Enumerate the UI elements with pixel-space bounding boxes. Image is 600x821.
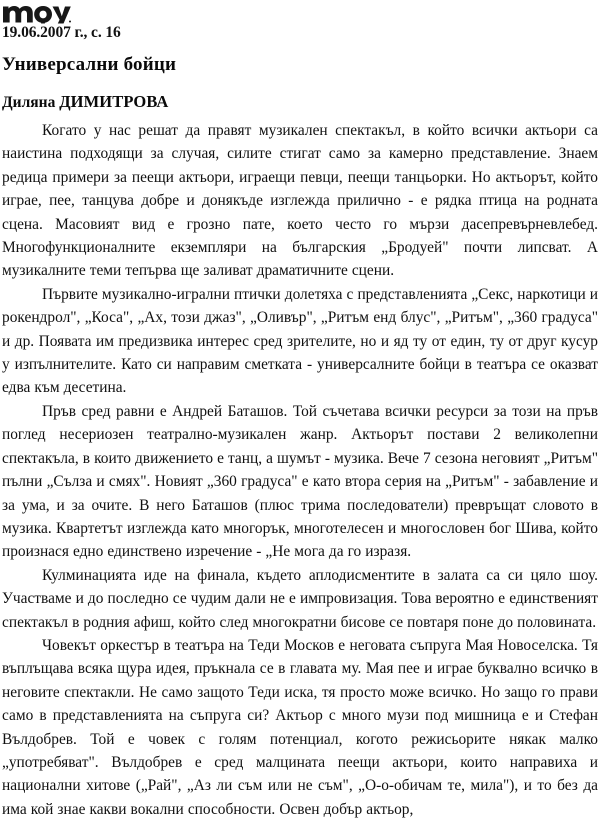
page-title: Универсални бойци <box>2 54 177 75</box>
article-body <box>2 119 598 821</box>
byline <box>2 92 598 113</box>
masthead <box>0 0 600 50</box>
article-content <box>2 52 598 821</box>
paragraph: Кулминацията иде на финала, където аплодисментите в залата са си цяло шоу. Участваме и до последно се чудим дали не е импровизация. Това вероятно е единственият спектакъл в родния афиш, който след многократни бисове се повтаря поне до половината. <box>2 566 598 631</box>
paragraph: Първите музикално-игрални птички долетяха с представленията „Секс, наркотици и рокендрол", „Коса", „Ах, този джаз", „Оливър", „Ритъм енд блус", „Ритъм", „360 градуса" и др. Появата им предизвика интерес сред зрителите, но и яд ту от един, ту от друг кусур у изпълнителите. Като си направим сметката - универсалните бойци в театъра се оказват едва към десетина. <box>2 285 598 397</box>
paragraph: Човекът оркестър в театъра на Теди Москов е неговата съпруга Мая Новоселска. Тя въплъщава всяка щура идея, пръкнала се в главата му. Мая пее и играе буквално всичко в неговите спектакли. Не само защото Теди иска, тя просто може всичко. Но защо го прави само в представленията на съпруга си? Актьор с много музи под мишница е и Стефан Вълдобрев. Той е човек с голям потенциал, когото режисьорите някак малко „употребяват". Вълдобрев е сред малцината пеещи актьори, които направиха и национални хитове („Рай", „Аз ли съм или не съм", „О-о-обичам те, мила"), и то без да има кой знае какви вокални способности. Освен добър актьор, <box>2 636 598 818</box>
paragraph: Когато у нас решат да правят музикален спектакъл, в който всички актьори са наистина подходящи за случая, силите стигат само за камерно представление. Знаем редица примери за пеещи актьори, играещи певци, пеещи танцьорки. Но актьорът, който играе, пее, танцува добре и донякъде изглежда прилично - е рядка птица на родната сцена. Масовият вид е грозно пате, което често го мързи дасепревърневлебед. Многофункционалните екземпляри на българския „Бродуей" почти липсват. А музикалните теми тепърва ще заливат драматичните сцени. <box>2 122 598 280</box>
issue-date-line: 19.06.2007 г., с. 16 <box>2 24 121 41</box>
moya-newspaper-logo <box>2 0 72 24</box>
byline-first-name: Диляна <box>2 94 60 111</box>
byline-last-name: ДИМИТРОВА <box>59 92 169 111</box>
paragraph: Пръв сред равни е Андрей Баташов. Той съчетава всички ресурси за този на пръв поглед несериозен театрално-музикален жанр. Актьорът постави 2 великолепни спектакъла, в които движението е танц, а шумът - музика. Вече 7 сезона неговият „Ритъм" пълни „Сълза и смях". Новият „360 градуса" е като втора серия на „Ритъм" - забавление и за ума, и за очите. В него Баташов (плюс трима последователи) превръщат словото в музика. Квартетът изглежда като многорък, многотелесен и многословен бог Шива, който произнася едно единствено изречение - „Не мога да го изразя. <box>2 402 599 561</box>
